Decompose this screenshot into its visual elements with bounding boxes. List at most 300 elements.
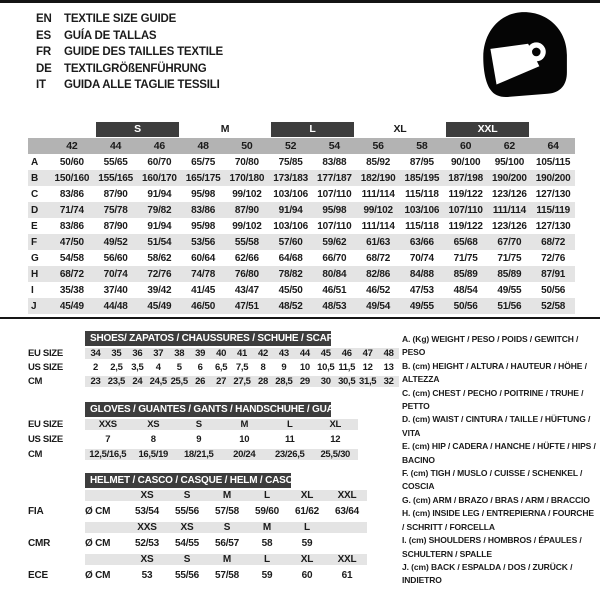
legend-list bbox=[402, 333, 596, 588]
measure-value: 55/58 bbox=[225, 234, 269, 250]
numeric-size-62: 62 bbox=[488, 138, 532, 154]
gloves-table-title: GLOVES / GUANTES / GANTS / HANDSCHUHE / GUANTI bbox=[85, 402, 331, 417]
helmet-standard-label: ECE bbox=[28, 570, 48, 581]
measure-value: 78/82 bbox=[269, 266, 313, 282]
measure-row-label: A bbox=[31, 156, 39, 168]
measure-value: 83/88 bbox=[322, 156, 347, 168]
measure-value: 60/70 bbox=[147, 156, 172, 168]
shoes-value: 27 bbox=[216, 375, 227, 387]
measure-value: 46/51 bbox=[322, 284, 347, 296]
helmet-size-label: XS bbox=[140, 554, 154, 565]
measure-row-d bbox=[28, 202, 575, 218]
shoes-value: 36 bbox=[132, 347, 143, 359]
helmet-value: 58 bbox=[261, 538, 273, 549]
helmet-unit: Ø CM bbox=[85, 538, 111, 549]
measure-row-g bbox=[28, 250, 575, 266]
gloves-value: 10 bbox=[239, 434, 250, 445]
helmet-size-label: S bbox=[183, 554, 191, 565]
gloves-value: L bbox=[286, 419, 293, 430]
measure-value: 70/74 bbox=[94, 266, 138, 282]
size-band-cell bbox=[356, 121, 444, 138]
measure-value: 53/56 bbox=[181, 234, 225, 250]
measure-row-c bbox=[28, 186, 575, 202]
helmet-standard-label: CMR bbox=[28, 538, 51, 549]
guide-title: TEXTILGRÖßENFÜHRUNG bbox=[64, 62, 207, 75]
measure-value: 67/70 bbox=[488, 234, 532, 250]
gloves-row-label: EU SIZE bbox=[28, 419, 63, 430]
gloves-value: 23/26,5 bbox=[274, 449, 305, 460]
measure-value: 68/72 bbox=[531, 234, 575, 250]
measure-value: 111/114 bbox=[361, 220, 395, 232]
measure-value: 48/53 bbox=[313, 298, 357, 314]
helmet-size-label: M bbox=[262, 522, 272, 533]
gloves-row-label: CM bbox=[28, 449, 43, 460]
measure-value: 70/74 bbox=[409, 252, 434, 264]
measure-value: 82/86 bbox=[356, 266, 400, 282]
measure-value: 87/90 bbox=[225, 202, 269, 218]
shoes-row-values bbox=[85, 348, 399, 359]
measure-value: 58/62 bbox=[147, 252, 172, 264]
helmet-size-labels bbox=[85, 490, 367, 501]
measure-value: 47/50 bbox=[50, 234, 94, 250]
numeric-size-58: 58 bbox=[400, 138, 444, 154]
helmet-size-label: XXS bbox=[137, 522, 157, 533]
measure-value: 57/60 bbox=[269, 234, 313, 250]
helmet-size-label: XL bbox=[300, 554, 314, 565]
measure-value: 160/170 bbox=[138, 170, 182, 186]
size-band-cell bbox=[50, 121, 94, 138]
shoes-value: 6 bbox=[197, 361, 203, 373]
guide-title: GUIDE DES TAILLES TEXTILE bbox=[64, 46, 223, 59]
shoes-value: 4 bbox=[155, 361, 161, 373]
gloves-value: 9 bbox=[196, 434, 202, 445]
measure-value: 65/75 bbox=[191, 156, 216, 168]
shoes-value: 44 bbox=[299, 347, 310, 359]
helmet-size-row-ece bbox=[28, 552, 400, 567]
size-band-cell bbox=[181, 121, 269, 138]
measure-value: 45/49 bbox=[50, 298, 94, 314]
measure-value: 49/52 bbox=[94, 234, 138, 250]
measure-value: 46/52 bbox=[366, 284, 391, 296]
measure-value: 103/106 bbox=[400, 202, 444, 218]
measure-row-label: F bbox=[28, 234, 50, 250]
measure-value: 127/130 bbox=[535, 220, 571, 232]
shoes-value: 46 bbox=[341, 347, 352, 359]
gloves-value: 16,5/19 bbox=[138, 449, 169, 460]
measure-value: 127/130 bbox=[535, 188, 571, 200]
shoes-row-label: CM bbox=[28, 375, 43, 387]
shoes-value: 32 bbox=[383, 375, 394, 387]
measure-value: 95/98 bbox=[313, 202, 357, 218]
measure-value: 80/84 bbox=[313, 266, 357, 282]
helmet-size-label: S bbox=[183, 490, 191, 501]
shoes-row-values bbox=[85, 362, 399, 373]
measure-value: 50/60 bbox=[59, 156, 84, 168]
measure-value: 52/58 bbox=[531, 298, 575, 314]
measure-value: 68/72 bbox=[50, 266, 94, 282]
legend-item: A. (Kg) WEIGHT / PESO / POIDS / GEWITCH / PESO bbox=[402, 334, 579, 358]
shoes-value: 31,5 bbox=[359, 375, 377, 387]
measure-value: 119/122 bbox=[448, 220, 483, 232]
helmet-unit-spacer bbox=[85, 490, 127, 501]
textile-size-table bbox=[28, 121, 575, 314]
gloves-value: 8 bbox=[150, 434, 156, 445]
measure-value: 61/63 bbox=[356, 234, 400, 250]
measure-value: 95/98 bbox=[191, 188, 216, 200]
numeric-size-48: 48 bbox=[181, 138, 225, 154]
gloves-row-values bbox=[85, 434, 358, 445]
shoes-value: 45 bbox=[320, 347, 331, 359]
measure-value: 71/75 bbox=[497, 252, 522, 264]
legend-item: I. (cm) SHOULDERS / HOMBROS / ÉPAULES / SCHULTERN / SPALLE bbox=[402, 535, 582, 559]
measure-value: 41/45 bbox=[191, 284, 216, 296]
language-title-list bbox=[36, 11, 223, 94]
helmet-size-table bbox=[28, 473, 400, 584]
shoes-table-title: SHOES/ ZAPATOS / CHAUSSURES / SCHUHE / SCARPE bbox=[85, 331, 331, 346]
size-band-cell bbox=[531, 121, 575, 138]
measure-value: 177/187 bbox=[313, 170, 357, 186]
helmet-value-row-cmr bbox=[28, 535, 400, 552]
gloves-row-cm bbox=[28, 447, 400, 462]
top-border-line bbox=[0, 0, 600, 3]
measure-value: 91/94 bbox=[147, 220, 172, 232]
helmet-value: 55/56 bbox=[174, 506, 200, 517]
gloves-row-values bbox=[85, 419, 358, 430]
measure-value: 83/86 bbox=[181, 202, 225, 218]
helmet-size-label: M bbox=[222, 554, 232, 565]
shoes-value: 25,5 bbox=[170, 375, 188, 387]
shoes-value: 24 bbox=[132, 375, 143, 387]
gloves-table-rows bbox=[28, 417, 400, 462]
measure-value: 83/86 bbox=[59, 220, 84, 232]
numeric-size-52: 52 bbox=[269, 138, 313, 154]
shoes-row-values bbox=[85, 376, 399, 387]
shoes-value: 47 bbox=[362, 347, 373, 359]
language-line-es bbox=[36, 28, 223, 45]
measure-value: 87/90 bbox=[103, 188, 128, 200]
measure-value: 49/54 bbox=[356, 298, 400, 314]
numeric-size-54: 54 bbox=[313, 138, 357, 154]
measure-value: 50/56 bbox=[541, 284, 566, 296]
helmet-value: 61 bbox=[341, 570, 353, 581]
shoes-value: 34 bbox=[90, 347, 101, 359]
shoes-value: 43 bbox=[278, 347, 289, 359]
measure-row-label: G bbox=[31, 252, 39, 264]
measure-value: 182/190 bbox=[356, 170, 400, 186]
measure-value: 45/50 bbox=[278, 284, 303, 296]
helmet-unit: Ø CM bbox=[85, 570, 111, 581]
language-code: DE bbox=[36, 62, 52, 75]
measure-value: 111/114 bbox=[488, 202, 532, 218]
helmet-icon-svg bbox=[470, 5, 572, 107]
helmet-size-label: L bbox=[304, 522, 310, 533]
measure-value: 63/66 bbox=[400, 234, 444, 250]
measure-value: 59/62 bbox=[313, 234, 357, 250]
legend-item: D. (cm) WAIST / CINTURA / TAILLE / HÜFTUNG / VITA bbox=[402, 414, 591, 438]
measure-value: 47/53 bbox=[409, 284, 434, 296]
shoes-value: 28 bbox=[257, 375, 268, 387]
legend-item: B. (cm) HEIGHT / ALTURA / HAUTEUR / HÖHE / ALTEZZA bbox=[402, 360, 587, 385]
gloves-row-label: US SIZE bbox=[28, 434, 63, 445]
measure-value: 51/54 bbox=[138, 234, 182, 250]
shoes-value: 3,5 bbox=[131, 361, 144, 373]
size-band-cell bbox=[94, 121, 182, 138]
shoes-value: 29 bbox=[299, 375, 310, 387]
helmet-value: 60 bbox=[301, 570, 313, 581]
guide-title: TEXTILE SIZE GUIDE bbox=[64, 13, 177, 25]
shoes-value: 40 bbox=[216, 347, 227, 359]
shoes-value: 13 bbox=[383, 361, 394, 373]
measure-value: 75/85 bbox=[278, 156, 303, 168]
measure-value: 79/82 bbox=[138, 202, 182, 218]
shoes-value: 5 bbox=[176, 361, 182, 373]
measure-row-label: I bbox=[31, 284, 34, 296]
measure-value: 99/102 bbox=[232, 188, 262, 200]
measure-value: 62/66 bbox=[234, 252, 259, 264]
measurement-legend bbox=[402, 333, 596, 588]
measure-value: 72/76 bbox=[138, 266, 182, 282]
measure-value: 107/110 bbox=[317, 188, 352, 200]
shoes-value: 23,5 bbox=[107, 375, 126, 387]
measure-value: 123/126 bbox=[492, 188, 527, 200]
shoes-value: 48 bbox=[383, 347, 394, 359]
gloves-value: 25,5/30 bbox=[320, 449, 351, 460]
helmet-value: 57/58 bbox=[214, 570, 240, 581]
shoes-value: 27,5 bbox=[233, 375, 251, 387]
helmet-value: 52/53 bbox=[134, 538, 160, 549]
size-band-xl: XL bbox=[393, 123, 407, 135]
shoes-value: 2,5 bbox=[110, 361, 123, 373]
helmet-size-row-fia bbox=[28, 488, 400, 503]
measure-row-a bbox=[28, 154, 575, 170]
measure-value: 50/56 bbox=[444, 298, 488, 314]
measure-value: 83/86 bbox=[59, 188, 84, 200]
measure-value: 55/65 bbox=[103, 156, 128, 168]
helmet-size-labels bbox=[85, 554, 367, 565]
helmet-value: 56/57 bbox=[214, 538, 240, 549]
helmet-size-label: XXL bbox=[337, 490, 357, 501]
shoes-value: 24,5 bbox=[149, 375, 167, 387]
shoes-row-label: EU SIZE bbox=[28, 347, 63, 359]
helmet-values bbox=[85, 506, 367, 517]
shoes-value: 41 bbox=[237, 347, 248, 359]
shoes-value: 26 bbox=[195, 375, 206, 387]
numeric-size-46: 46 bbox=[138, 138, 182, 154]
measure-value: 54/58 bbox=[59, 252, 84, 264]
gloves-value: 7 bbox=[105, 434, 111, 445]
legend-item: E. (cm) HIP / CADERA / HANCHE / HÜFTE / HIPS / BACINO bbox=[402, 441, 596, 465]
measure-value: 119/122 bbox=[448, 188, 483, 200]
helmet-table-title: HELMET / CASCO / CASQUE / HELM / CASCO bbox=[85, 473, 291, 488]
shoes-table-rows bbox=[28, 346, 400, 388]
helmet-value: 59/60 bbox=[254, 506, 280, 517]
legend-item: J. (cm) BACK / ESPALDA / DOS / ZURÜCK / INDIETRO bbox=[402, 561, 573, 586]
racing-helmet-icon bbox=[470, 5, 572, 107]
helmet-value bbox=[327, 538, 367, 549]
measure-value: 68/72 bbox=[366, 252, 391, 264]
measure-value: 155/165 bbox=[94, 170, 138, 186]
measure-value: 72/76 bbox=[541, 252, 566, 264]
size-band-xxl: XXL bbox=[446, 122, 530, 137]
measure-value: 99/102 bbox=[356, 202, 400, 218]
helmet-value: 57/58 bbox=[214, 506, 240, 517]
measure-value: 85/89 bbox=[444, 266, 488, 282]
measure-row-label: J bbox=[28, 298, 50, 314]
language-code: FR bbox=[36, 46, 51, 59]
measure-value: 48/54 bbox=[453, 284, 478, 296]
measure-row-label: E bbox=[31, 220, 38, 232]
measure-value: 91/94 bbox=[269, 202, 313, 218]
guide-title: GUÍA DE TALLAS bbox=[64, 29, 157, 42]
helmet-value: 53 bbox=[141, 570, 153, 581]
legend-item: C. (cm) CHEST / PECHO / POITRINE / TRUHE / PETTO bbox=[402, 387, 584, 412]
shoes-value: 42 bbox=[257, 347, 268, 359]
measure-value: 44/48 bbox=[94, 298, 138, 314]
shoes-size-table bbox=[28, 331, 400, 388]
shoes-value: 8 bbox=[260, 361, 266, 373]
measure-value: 170/180 bbox=[225, 170, 269, 186]
shoes-value: 9 bbox=[281, 361, 287, 373]
numeric-size-56: 56 bbox=[356, 138, 400, 154]
measure-value: 65/68 bbox=[444, 234, 488, 250]
size-band-row bbox=[28, 121, 575, 138]
helmet-value-row-ece bbox=[28, 567, 400, 584]
measure-value: 95/98 bbox=[191, 220, 216, 232]
helmet-unit-spacer bbox=[85, 554, 127, 565]
measure-value: 95/100 bbox=[494, 156, 525, 168]
measure-value: 85/92 bbox=[366, 156, 391, 168]
measure-value: 165/175 bbox=[181, 170, 225, 186]
helmet-value: 61/62 bbox=[294, 506, 320, 517]
measure-value: 47/51 bbox=[225, 298, 269, 314]
shoes-value: 37 bbox=[153, 347, 164, 359]
measure-value: 60/64 bbox=[191, 252, 216, 264]
size-band-m: M bbox=[220, 123, 230, 135]
measure-value: 66/70 bbox=[322, 252, 347, 264]
measure-value: 43/47 bbox=[234, 284, 259, 296]
shoes-value: 10,5 bbox=[317, 361, 335, 373]
helmet-size-label: L bbox=[264, 554, 270, 565]
gloves-row-eu-size bbox=[28, 417, 400, 432]
helmet-size-label: M bbox=[222, 490, 232, 501]
shoes-row-us-size bbox=[28, 360, 400, 374]
measure-value: 46/50 bbox=[181, 298, 225, 314]
helmet-unit: Ø CM bbox=[85, 506, 111, 517]
gloves-value: 12,5/16,5 bbox=[89, 449, 127, 460]
band-row-label-cell bbox=[28, 121, 50, 138]
helmet-value: 59 bbox=[261, 570, 273, 581]
gloves-value: 20/24 bbox=[233, 449, 256, 460]
measure-row-j bbox=[28, 298, 575, 314]
shoes-value: 28,5 bbox=[275, 375, 293, 387]
gloves-value: M bbox=[240, 419, 249, 430]
size-band-l: L bbox=[271, 122, 355, 137]
shoes-value: 12 bbox=[362, 361, 373, 373]
helmet-value: 54/55 bbox=[174, 538, 200, 549]
shoes-row-cm bbox=[28, 374, 400, 388]
section-divider-line bbox=[0, 317, 600, 319]
measure-value: 71/74 bbox=[50, 202, 94, 218]
helmet-size-label: XXL bbox=[337, 554, 357, 565]
shoes-value: 6,5 bbox=[214, 361, 228, 373]
measure-row-i bbox=[28, 282, 575, 298]
measure-value: 103/106 bbox=[273, 188, 309, 200]
legend-item: H. (cm) INSIDE LEG / ENTREPIERNA / FOURCHE / SCHRITT / FORCELLA bbox=[402, 508, 594, 532]
measure-value: 107/110 bbox=[444, 202, 488, 218]
guide-title: GUIDA ALLE TAGLIE TESSILI bbox=[64, 79, 220, 92]
measure-value: 48/52 bbox=[269, 298, 313, 314]
measure-value: 49/55 bbox=[497, 284, 522, 296]
helmet-value-row-fia bbox=[28, 503, 400, 520]
language-code: ES bbox=[36, 29, 51, 42]
legend-item: G. (cm) ARM / BRAZO / BRAS / ARM / BRACCIO bbox=[402, 494, 590, 505]
measure-value: 39/42 bbox=[147, 284, 172, 296]
gloves-size-table bbox=[28, 402, 400, 462]
gloves-value: XL bbox=[329, 419, 342, 430]
measure-value: 70/80 bbox=[234, 156, 259, 168]
helmet-values bbox=[85, 570, 367, 581]
helmet-size-label: XL bbox=[300, 490, 314, 501]
helmet-size-row-cmr bbox=[28, 520, 400, 535]
measure-value: 84/88 bbox=[400, 266, 444, 282]
helmet-size-labels bbox=[85, 522, 367, 533]
language-line-de bbox=[36, 61, 223, 78]
numeric-header-label-cell bbox=[28, 138, 50, 154]
shoes-value: 39 bbox=[195, 347, 206, 359]
numeric-size-50: 50 bbox=[225, 138, 269, 154]
shoes-value: 23 bbox=[90, 375, 101, 387]
measure-value: 71/75 bbox=[453, 252, 478, 264]
language-line-en bbox=[36, 11, 223, 28]
shoes-value: 30,5 bbox=[338, 375, 356, 387]
measure-row-h bbox=[28, 266, 575, 282]
gloves-value: 18/21,5 bbox=[183, 449, 214, 460]
size-band-cell bbox=[269, 121, 357, 138]
measure-value: 115/118 bbox=[405, 188, 439, 200]
shoes-value: 30 bbox=[320, 375, 331, 387]
measure-value: 87/91 bbox=[531, 266, 575, 282]
helmet-size-label bbox=[327, 522, 367, 533]
measure-row-label: H bbox=[28, 266, 50, 282]
gloves-value: S bbox=[195, 419, 202, 430]
gloves-value: 11 bbox=[285, 434, 295, 445]
helmet-value: 59 bbox=[301, 538, 313, 549]
shoes-value: 7,5 bbox=[235, 361, 249, 373]
helmet-value: 63/64 bbox=[334, 506, 360, 517]
measure-value: 99/102 bbox=[232, 220, 262, 232]
gloves-row-us-size bbox=[28, 432, 400, 447]
measure-row-b bbox=[28, 170, 575, 186]
measure-row-e bbox=[28, 218, 575, 234]
measure-value: 115/118 bbox=[405, 220, 439, 232]
measure-value: 49/55 bbox=[400, 298, 444, 314]
measure-value: 107/110 bbox=[317, 220, 352, 232]
measure-value: 115/119 bbox=[531, 202, 575, 218]
size-band-cell bbox=[444, 121, 532, 138]
helmet-size-label: XS bbox=[180, 522, 194, 533]
measure-value: 173/183 bbox=[269, 170, 313, 186]
numeric-size-60: 60 bbox=[444, 138, 488, 154]
measure-value: 35/38 bbox=[59, 284, 84, 296]
helmet-value: 55/56 bbox=[174, 570, 200, 581]
measure-value: 187/198 bbox=[444, 170, 488, 186]
numeric-size-header-row bbox=[28, 138, 575, 154]
measure-value: 64/68 bbox=[278, 252, 303, 264]
size-band-s: S bbox=[96, 122, 180, 137]
helmet-table-rows bbox=[28, 488, 400, 584]
legend-item: F. (cm) TIGH / MUSLO / CUISSE / SCHENKEL / COSCIA bbox=[402, 468, 583, 492]
measure-row-f bbox=[28, 234, 575, 250]
